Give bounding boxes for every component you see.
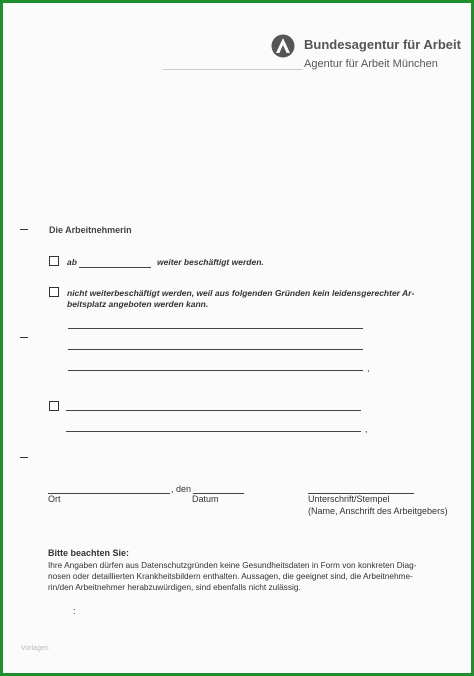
option2-text-line2: beitsplatz angeboten werden kann. [67,299,209,309]
other-comma: , [365,424,368,434]
option1-prefix: ab [67,257,77,267]
option1-date-field[interactable] [79,267,151,268]
watermark: Vorlagen [21,645,49,652]
option3-checkbox[interactable] [49,401,59,411]
notice-line-3: rin/den Arbeitnehmer herabzuwürdigen, sind ebenfalls nicht zulässig. [48,582,301,592]
stray-mark: : [73,606,76,616]
section-title: Die Arbeitnehmerin [49,225,132,235]
notice-title: Bitte beachten Sie: [48,548,130,558]
office-name: Agentur für Arbeit München [304,58,438,70]
other-field-1[interactable] [66,410,361,411]
reason-comma: , [367,363,370,373]
margin-mark [20,337,28,338]
datum-label: Datum [192,494,219,504]
margin-mark [20,457,28,458]
org-name: Bundesagentur für Arbeit [304,37,461,52]
form-page [3,3,471,673]
option2-text-line1: nicht weiterbeschäftigt werden, weil aus folgenden Gründen kein leidensgerechter Ar- [67,288,415,298]
ort-field[interactable] [48,493,170,494]
reason-field-2[interactable] [68,349,363,350]
date-connector: , den [171,484,192,494]
notice-line-2: nosen oder detaillierten Krankheitsbildern enthalten. Aussagen, die geeignet sind, die Arbeitnehme- [48,571,413,581]
ba-logo-icon [271,34,295,58]
header-rule [163,69,303,70]
option1-suffix: weiter beschäftigt werden. [157,257,264,267]
reason-field-1[interactable] [68,328,363,329]
other-field-2[interactable] [66,431,361,432]
ort-label: Ort [48,494,61,504]
option1-checkbox[interactable] [49,256,59,266]
notice-line-1: Ihre Angaben dürfen aus Datenschutzgründen keine Gesundheitsdaten in Form von konkreten Diag- [48,560,417,570]
signature-sublabel: (Name, Anschrift des Arbeitgebers) [308,506,448,516]
signature-label: Unterschrift/Stempel [308,494,390,504]
margin-mark [20,229,28,230]
option2-checkbox[interactable] [49,287,59,297]
reason-field-3[interactable] [68,370,363,371]
